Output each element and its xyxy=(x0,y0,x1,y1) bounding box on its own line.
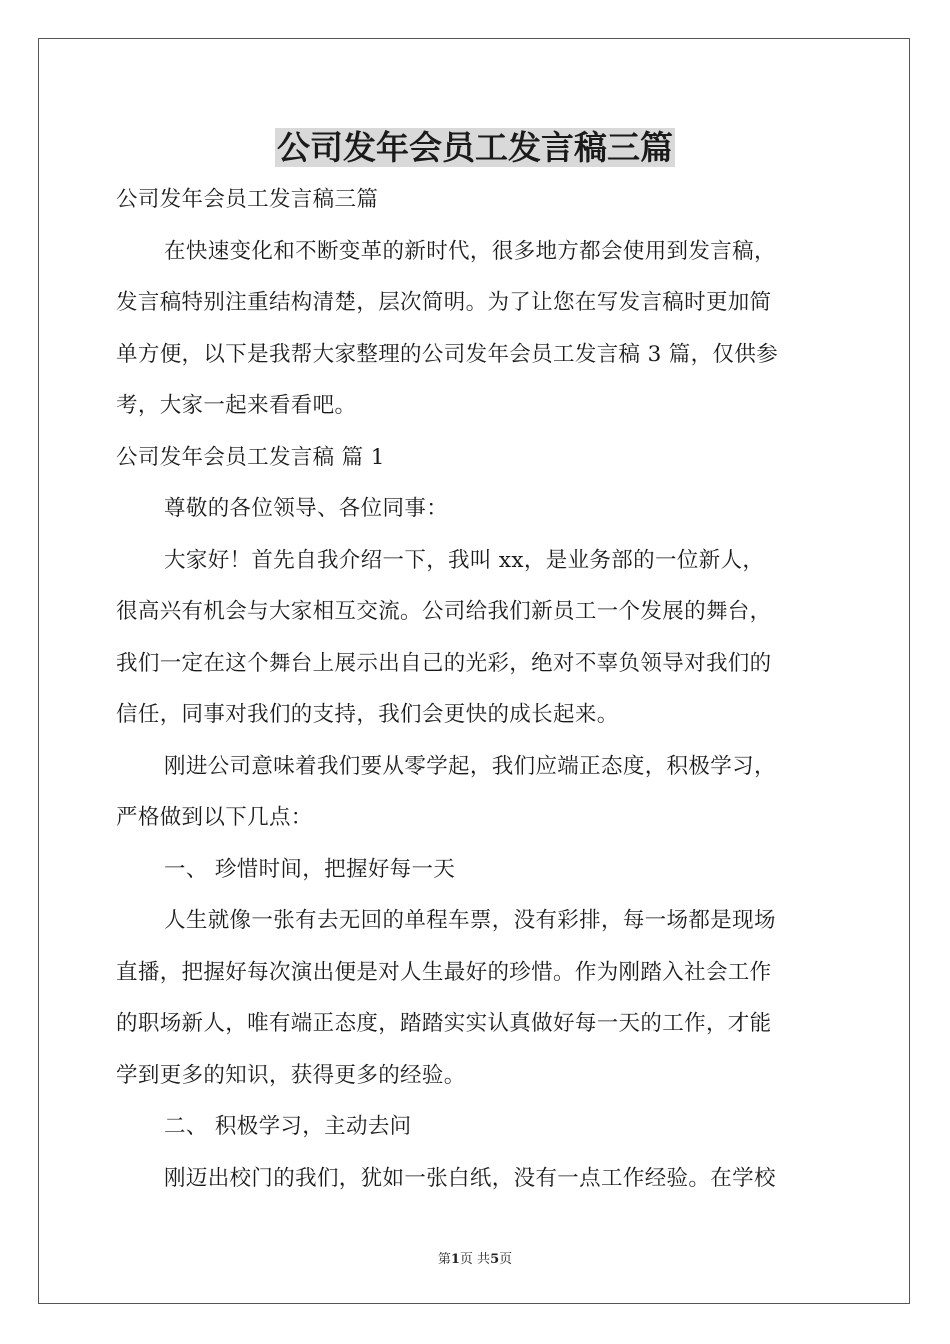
paragraph-line: 大家好！首先自我介绍一下，我叫 xx，是业务部的一位新人， xyxy=(164,547,765,573)
page-suffix: 页 xyxy=(499,1252,513,1267)
paragraph-line: 严格做到以下几点： xyxy=(116,805,313,830)
list-item-heading: 一、 珍惜时间，把握好每一天 xyxy=(164,856,456,882)
page-current: 1 xyxy=(450,1252,460,1267)
paragraph-line: 的职场新人，唯有端正态度，踏踏实实认真做好每一天的工作，才能 xyxy=(116,1011,772,1036)
document-title-text: 公司发年会员工发言稿三篇 xyxy=(277,128,673,167)
paragraph-line: 很高兴有机会与大家相互交流。公司给我们新员工一个发展的舞台， xyxy=(116,599,772,624)
page-total: 5 xyxy=(490,1252,500,1267)
paragraph-line: 在快速变化和不断变革的新时代，很多地方都会使用到发言稿， xyxy=(164,238,776,264)
paragraph-line: 人生就像一张有去无回的单程车票，没有彩排，每一场都是现场 xyxy=(164,908,776,933)
document-body xyxy=(116,182,836,1212)
list-item-heading: 二、 积极学习，主动去问 xyxy=(164,1114,412,1139)
paragraph-line: 尊敬的各位领导、各位同事： xyxy=(164,496,449,521)
paragraph-line: 我们一定在这个舞台上展示出自己的光彩，绝对不辜负领导对我们的 xyxy=(116,650,772,676)
paragraph-line: 信任，同事对我们的支持，我们会更快的成长起来。 xyxy=(116,702,619,727)
page-mid: 页 共 xyxy=(459,1252,491,1267)
subtitle-line: 公司发年会员工发言稿三篇 xyxy=(116,187,379,212)
document-title xyxy=(0,126,950,170)
paragraph-line: 直播，把握好每次演出便是对人生最好的珍惜。作为刚踏入社会工作 xyxy=(116,959,772,985)
paragraph-line: 刚迈出校门的我们，犹如一张白纸，没有一点工作经验。在学校 xyxy=(164,1165,776,1191)
page-prefix: 第 xyxy=(437,1252,451,1267)
paragraph-line: 刚进公司意味着我们要从零学起，我们应端正态度，积极学习， xyxy=(164,753,776,779)
paragraph-line: 单方便，以下是我帮大家整理的公司发年会员工发言稿 3 篇，仅供参 xyxy=(116,341,779,367)
paragraph-line: 学到更多的知识，获得更多的经验。 xyxy=(116,1062,466,1088)
page-footer xyxy=(0,1248,950,1267)
paragraph-line: 发言稿特别注重结构清楚，层次简明。为了让您在写发言稿时更加简 xyxy=(116,290,772,315)
paragraph-line: 考，大家一起来看看吧。 xyxy=(116,393,357,418)
section-heading: 公司发年会员工发言稿 篇 1 xyxy=(116,444,385,470)
